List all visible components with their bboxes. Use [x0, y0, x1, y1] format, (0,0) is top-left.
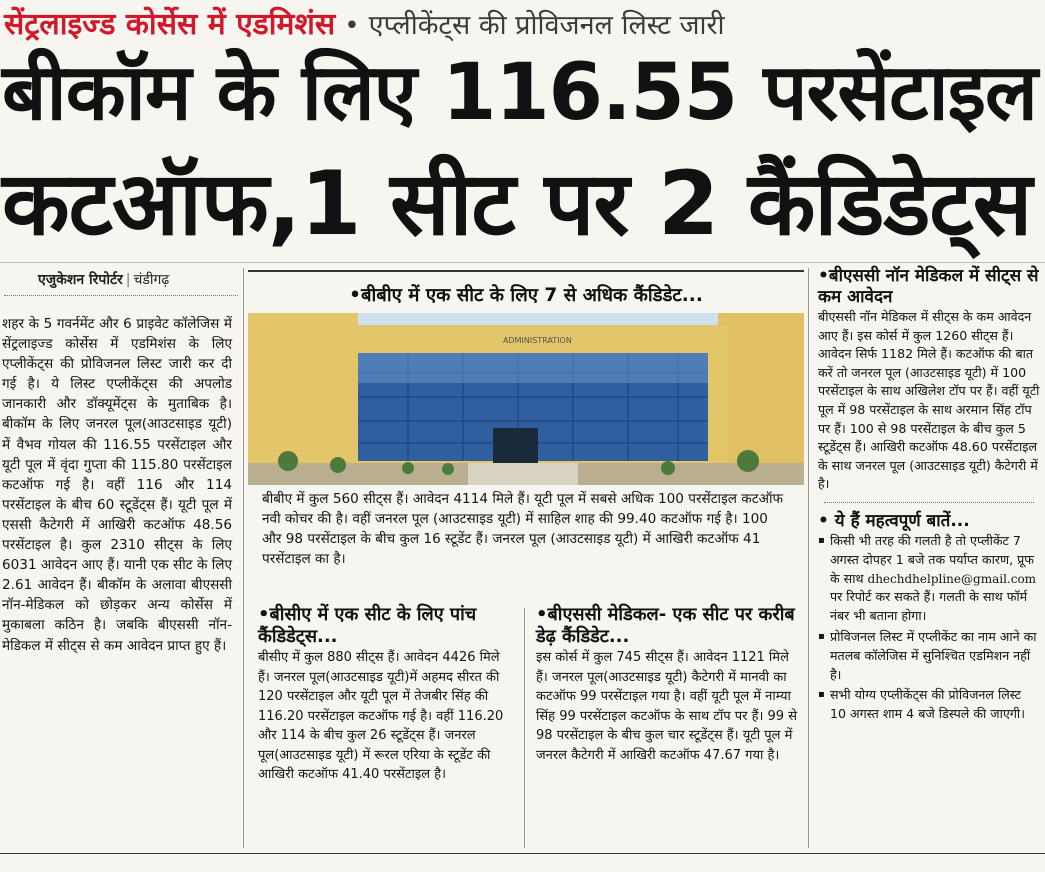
important-item [818, 686, 1040, 724]
helpline-email: dhechdhelpline@gmail.com [867, 571, 1037, 586]
bullet-icon: ▪ [818, 689, 825, 701]
bsc-medical-section [536, 604, 798, 765]
kicker-grey: एप्लीकेंट्स की प्रोविजनल लिस्ट जारी [368, 10, 725, 41]
important-title: • ये हैं महत्वपूर्ण बातें... [818, 510, 970, 531]
left-column [0, 264, 238, 854]
important-item [818, 628, 1040, 684]
important-list [818, 532, 1040, 724]
bca-body: बीसीए में कुल 880 सीट्स हैं। आवेदन 4426 मिले हैं। जनरल पूल(आउटसाइड यूटी)में अहमद सीरत की 120 परसेंटाइल और यूटी पूल में तेजबीर सिंह की 116.20 परसेंटाइल कटऑफ गई है। वहीं 116.20 और 114 के बीच कुल 26 स्टूडेंट्स हैं। जनरल पूल(आउटसाइड यूटी) में रूरल एरिया के स्टूडेंट की आखिरी कटऑफ 41.40 परसेंटाइल है। [258, 650, 504, 782]
middle-column [248, 268, 804, 853]
kicker-red: सेंट्रलाइज्ड कोर्सेस में एडमिशंस [4, 7, 336, 42]
important-item-text: किसी भी तरह की गलती है तो एप्लीकेंट 7 अगस्त दोपहर 1 बजे तक पर्याप्त कारण, प्रूफ के साथ [830, 532, 1034, 586]
column-divider-inner [524, 608, 525, 848]
kicker [4, 2, 1044, 46]
important-item-text: सभी योग्य एप्लीकेंट्स की प्रोविजनल लिस्ट 10 अगस्त शाम 4 बजे डिस्पले की जाएगी। [830, 687, 1025, 722]
top-rule [0, 262, 1045, 263]
left-body: शहर के 5 गवर्नमेंट और 6 प्राइवेट कॉलेजिस में सेंट्रलाइज्ड कोर्सेस में एडमिशंस के लिए एप्लीकेंट्स की प्रोविजनल लिस्ट जारी कर दी गई है। ये लिस्ट एप्लीकेंट्स की अपलोड जानकारी और डॉक्यूमेंट्स के मुताबिक है। बीकॉम के लिए जनरल पूल(आउटसाइड यूटी) में वैभव गोयल की 116.55 परसेंटाइल और यूटी पूल में वृंदा गुप्ता की 115.80 परसेंटाइल कटऑफ गई है। वहीं 116 और 114 परसेंटाइल के बीच 60 स्टूडेंट्स हैं। यूटी पूल में एससी कैटेगरी में आखिरी कटऑफ 48.56 परसेंटाइल है। कुल 2310 सीट्स के लिए 6031 आवेदन आए हैं। यानी एक सीट के लिए 2.61 आवेदन हैं। बीकॉम के अलावा बीएससी नॉन-मेडिकल को छोड़कर अन्य कोर्सेस में मुकाबला कठिन है। जबकि बीएससी नॉन-मेडिकल में सीट्स से कम आवेदन प्राप्त हुए हैं। [2, 316, 232, 654]
bca-section [258, 604, 513, 785]
headline-line-1: बीकॉम के लिए 116.55 परसेंटाइल [2, 48, 1037, 138]
bba-body: बीबीए में कुल 560 सीट्स हैं। आवेदन 4114 मिले हैं। यूटी पूल में सबसे अधिक 100 परसेंटाइल कटऑफ नवी कोचर की है। वहीं जनरल पूल (आउटसाइड यूटी) में साहिल शाह की 99.40 कटऑफ गई है। 100 और 98 परसेंटाइल के बीच कुल 16 स्टूडेंट हैं। जनरल पूल (आउटसाइड यूटी) में आखिरी कटऑफ 41 परसेंटाइल का है। [262, 491, 783, 567]
byline-author: एजुकेशन रिपोर्टर [38, 272, 123, 288]
bsc-medical-title: •बीएससी मेडिकल- एक सीट पर करीब डेढ़ कैंडिडेट... [536, 604, 795, 647]
byline-separator: | [125, 272, 131, 288]
column-divider-left [243, 268, 244, 848]
bca-title: •बीसीए में एक सीट के लिए पांच कैंडिडेट्स... [258, 604, 477, 647]
building-sign: ADMINISTRATION [503, 336, 572, 345]
important-item [818, 532, 1040, 626]
bsc-nonmed-title: •बीएससी नॉन मेडिकल में सीट्स से कम आवेदन [818, 266, 1039, 307]
headline-line-2: कटऑफ,1 सीट पर 2 कैंडिडेट्स [2, 152, 1032, 255]
building-illustration [248, 313, 804, 485]
college-building-photo [248, 313, 804, 485]
bba-title: •बीबीए में एक सीट के लिए 7 से अधिक कैंडिडेट... [248, 270, 804, 313]
bottom-rule [0, 853, 1045, 854]
bsc-nonmed-body: बीएससी नॉन मेडिकल में सीट्स के कम आवेदन आए हैं। इस कोर्स में कुल 1260 सीट्स हैं। आवेदन सिर्फ 1182 मिले हैं। कटऑफ की बात करें तो जनरल पूल (आउटसाइड यूटी) में 100 परसेंटाइल के साथ अखिलेश टॉप पर हैं। वहीं यूटी पूल में 98 परसेंटाइल के साथ अरमान सिंह टॉप पर हैं। 100 से 98 परसेंटाइल के बीच कुल 5 स्टूडेंट्स हैं। आखिरी कटऑफ 48.60 परसेंटाइल के साथ जनरल पूल (आउटसाइड यूटी) कैटेगरी में है। [818, 309, 1040, 492]
byline [0, 264, 238, 289]
right-divider [824, 502, 1034, 503]
bsc-medical-body: इस कोर्स में कुल 745 सीट्स हैं। आवेदन 1121 मिले हैं। जनरल पूल(आउटसाइड यूटी) कैटेगरी में मानवी का कटऑफ 99 परसेंटाइल गया है। वहीं यूटी पूल में नाम्या सिंह 99 परसेंटाइल कटऑफ के साथ टॉप पर हैं। 99 से 98 परसेंटाइल के बीच कुल चार स्टूडेंट्स हैं। यूटी पूल में जनरल कैटेगरी में आखिरी कटऑफ 47.67 गया है। [536, 650, 797, 763]
byline-place: चंडीगढ़ [133, 272, 170, 288]
important-item-text: पर रिपोर्ट कर सकते हैं। गलती के साथ फॉर्म नंबर भी बताना होगा। [830, 589, 1028, 624]
bullet-icon: ▪ [818, 630, 825, 642]
right-column [818, 266, 1040, 726]
kicker-bullet: • [344, 11, 360, 41]
bullet-icon: ▪ [818, 534, 825, 546]
column-divider-right [808, 268, 809, 848]
important-item-text: प्रोविजनल लिस्ट में एप्लीकेंट का नाम आने का मतलब कॉलेजिस में सुनिश्चित एडमिशन नहीं है। [830, 628, 1037, 682]
